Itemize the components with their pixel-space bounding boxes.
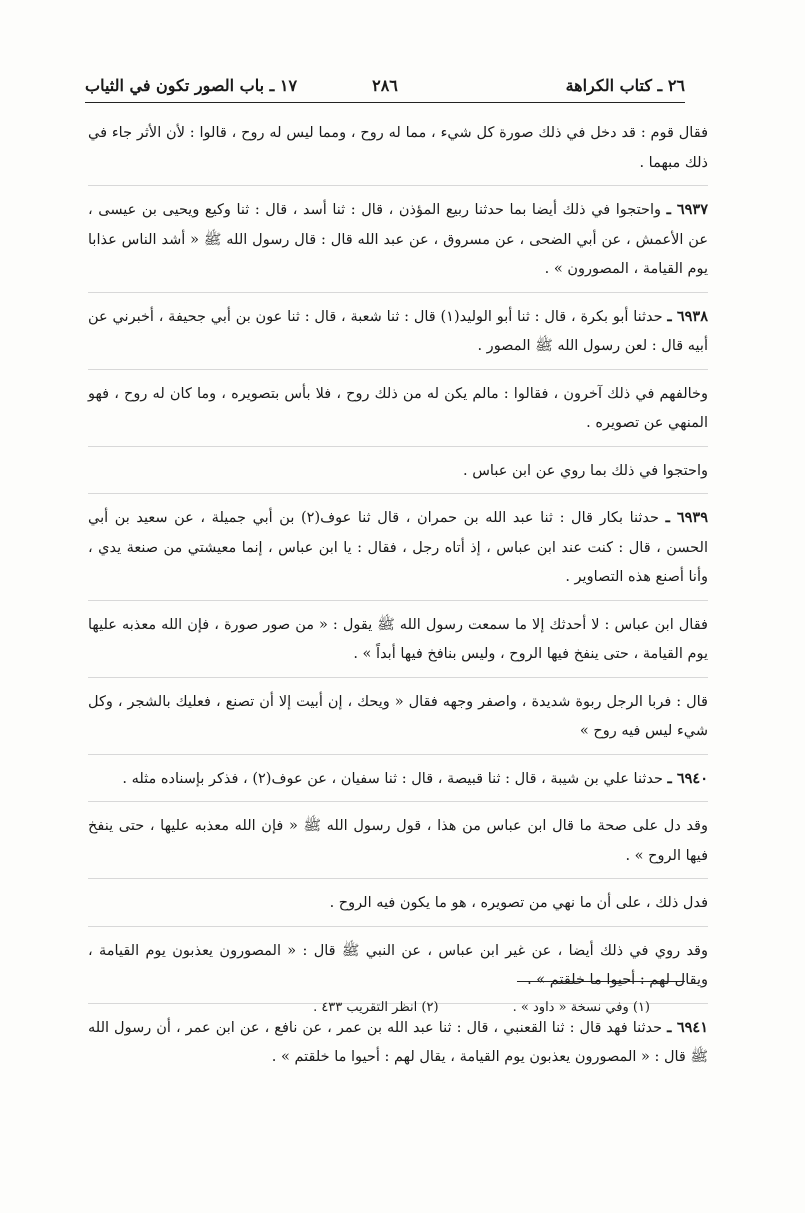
paragraph [88,118,708,186]
paragraph-text: حدثنا علي بن شيبة ، قال : ثنا قبيصة ، قال : ثنا سفيان ، عن عوف(٢) ، فذكر بإسناده مثله . [122,770,663,787]
paragraph-text: واحتجوا في ذلك بما روي عن ابن عباس . [463,462,708,479]
footnote-2: (٢) انظر التقريب ٤٣٣ . [313,1000,439,1015]
paragraph-text: حدثنا بكار قال : ثنا عبد الله بن حمران ، قال ثنا عوف(٢) بن أبي جميلة ، عن سعيد بن أبي الحسن ، قال : كنت عند ابن عباس ، إذ أتاه رجل ، فقال : يا ابن عباس ، إنما معيشتي من صنعة يدي ، وأنا أصنع هذه التصاوير . [88,510,708,585]
body-text [88,118,708,1089]
footnotes [243,1000,650,1015]
hadith-number: ٦٩٤١ ـ [667,1018,709,1036]
paragraph [88,456,708,495]
paragraph [88,888,708,927]
paragraph [88,610,708,678]
paragraph-text: وقد دل على صحة ما قال ابن عباس من هذا ، قول رسول الله ﷺ « فإن الله معذبه عليها ، حتى ينفخ فيها الروح » . [88,818,708,864]
paragraph [88,687,708,755]
running-header [85,68,685,103]
paragraph [88,936,708,1004]
footnote-1: (١) وفي نسخة « داود » . [512,1000,650,1015]
paragraph-text: وخالفهم في ذلك آخرون ، فقالوا : مالم يكن له من ذلك روح ، فلا بأس بتصويره ، وما كان له روح ، فهو المنهي عن تصويره . [88,385,708,431]
hadith-number: ٦٩٤٠ ـ [667,769,708,787]
paragraph [88,379,708,447]
paragraph-text: واحتجوا في ذلك أيضا بما حدثنا ربيع المؤذن ، قال : ثنا أسد ، قال : ثنا وكيع ويحيى بن عيسى ، عن الأعمش ، عن أبي الضحى ، عن مسروق ، عن عبد الله قال : قال رسول الله ﷺ « أشد الناس عذابا يوم القيامة ، المصورون » . [88,202,708,277]
paragraph [88,503,708,601]
page-number: ٢٨٦ [372,76,398,95]
hadith-number: ٦٩٣٧ ـ [666,201,708,218]
paragraph-text: فقال قوم : قد دخل في ذلك صورة كل شيء ، مما له روح ، ومما ليس له روح ، قالوا : لأن الأثر جاء في ذلك مبهما . [88,125,708,171]
section-title: ١٧ ـ باب الصور تكون في الثياب [85,76,298,95]
paragraph-text: فقال ابن عباس : لا أحدثك إلا ما سمعت رسول الله ﷺ يقول : « من صور صورة ، فإن الله معذبه عليها يوم القيامة ، حتى ينفخ فيها الروح ، وليس بنافخ فيها أبداً » . [88,616,708,662]
paragraph-text: حدثنا فهد قال : ثنا القعنبي ، قال : ثنا عبد الله بن عمر ، عن نافع ، عن ابن عمر ، أن رسول الله ﷺ قال : « المصورون يعذبون يوم القيامة ، يقال لهم : أحيوا ما خلقتم » . [88,1019,708,1065]
paragraph-text: فدل ذلك ، على أن ما نهي من تصويره ، هو ما يكون فيه الروح . [329,895,708,911]
paragraph [88,1013,708,1080]
paragraph [88,764,708,803]
chapter-title: ٢٦ ـ كتاب الكراهة [565,76,685,95]
hadith-number: ٦٩٣٩ ـ [665,509,709,526]
paragraph-text: قال : فربا الرجل ربوة شديدة ، واصفر وجهه فقال « ويحك ، إن أبيت إلا أن تصنع ، فعليك بالشجر ، وكل شيء ليس فيه روح » [88,693,708,739]
paragraph [88,302,708,370]
paragraph [88,811,708,879]
paragraph-text: وقد روي في ذلك أيضا ، عن غير ابن عباس ، عن النبي ﷺ قال : « المصورون يعذبون يوم القيامة ، ويقال لهم : أحيوا ما خلقتم » . [88,942,708,988]
hadith-number: ٦٩٣٨ ـ [667,307,708,325]
footnote-divider [517,981,685,982]
paragraph-text: حدثنا أبو بكرة ، قال : ثنا أبو الوليد(١) قال : ثنا شعبة ، قال : ثنا عون بن أبي جحيفة ، أخبرني عن أبيه قال : لعن رسول الله ﷺ المصور . [88,308,708,354]
paragraph [88,195,708,293]
